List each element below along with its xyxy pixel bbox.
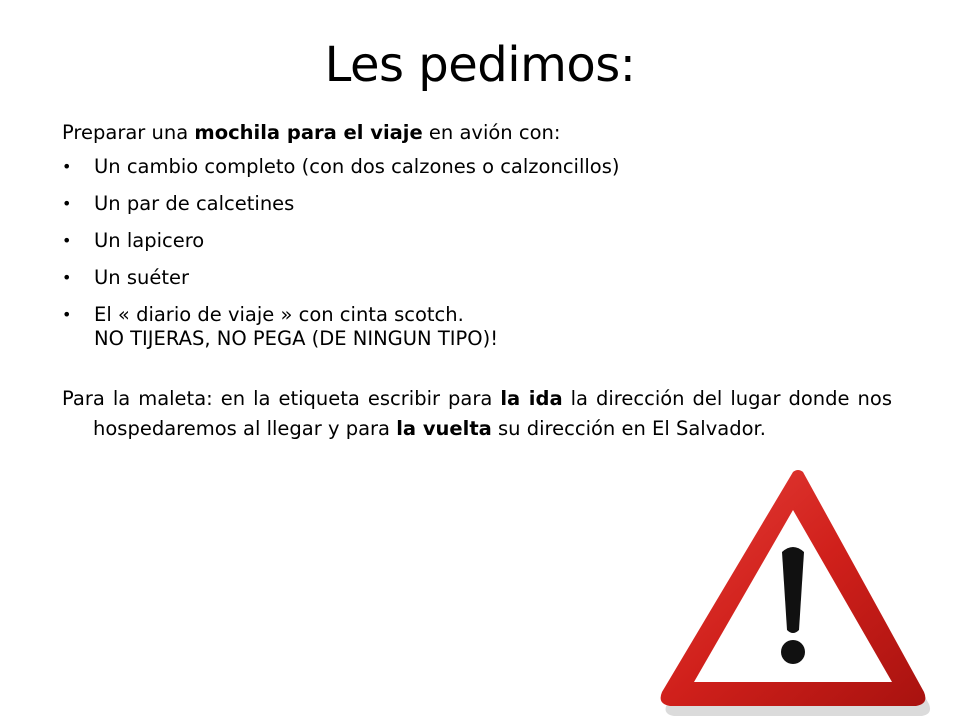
intro-text-before: Preparar una [62,121,195,144]
bullet-icon: • [62,194,72,213]
list-item-text: Un par de calcetines [94,192,295,215]
list-item [62,226,892,256]
slide-body [62,118,892,444]
list-item-text: El « diario de viaje » con cinta scotch. [94,303,464,326]
bullet-icon: • [62,268,72,287]
paragraph-bold-vuelta: la vuelta [396,417,492,440]
paragraph-text: Para la maleta: en la etiqueta escribir para [62,387,501,410]
bullet-icon: • [62,231,72,250]
intro-line [62,118,892,148]
list-item-text: Un lapicero [94,229,205,252]
luggage-paragraph [62,384,892,444]
list-item [62,189,892,219]
intro-text-bold: mochila para el viaje [194,121,423,144]
list-item-warning-text: NO TIJERAS, NO PEGA (DE NINGUN TIPO)! [94,327,499,350]
paragraph-text: la dirección del lugar donde nos hospedaremos al llegar y para [93,387,893,440]
bullet-icon: • [62,305,72,324]
slide-title: Les pedimos: [324,37,636,93]
list-item [62,263,892,293]
list-item [62,300,892,354]
list-item-text: Un cambio completo (con dos calzones o calzoncillos) [94,155,620,178]
intro-text-after: en avión con: [422,121,561,144]
list-item-text: Un suéter [94,266,190,289]
paragraph-text: su dirección en El Salvador. [491,417,766,440]
paragraph-bold-ida: la ida [500,387,563,410]
warning-triangle-icon [652,468,934,720]
bullet-list [62,152,892,354]
bullet-icon: • [62,157,72,176]
list-item [62,152,892,182]
